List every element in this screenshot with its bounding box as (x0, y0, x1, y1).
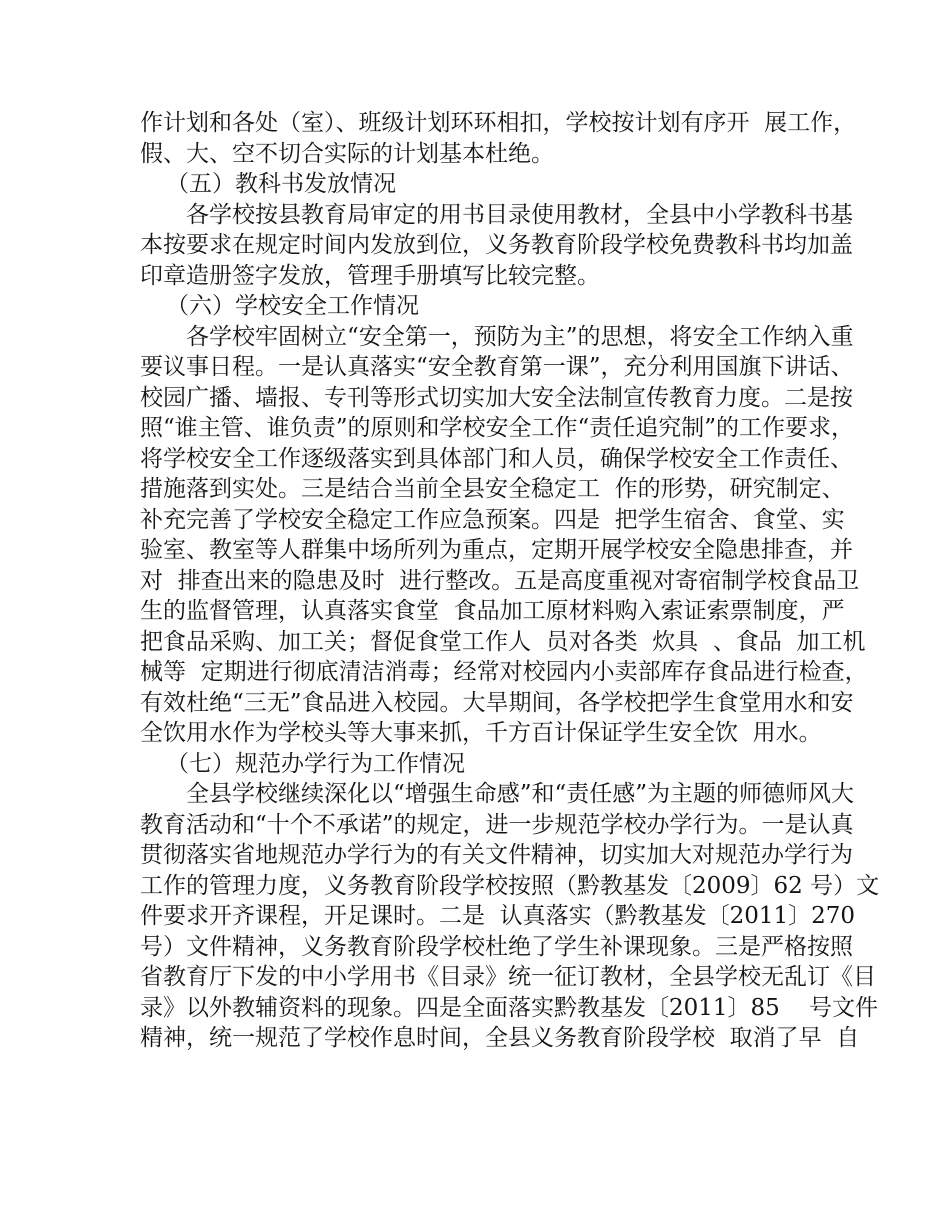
text-line: 有效杜绝“三无”食品进入校园。大旱期间，各学校把学生食堂用水和安 (140, 689, 854, 716)
text-line: 把食品采购、加工关；督促食堂工作人 员对各类 炊具 、食品 加工机 (140, 628, 866, 655)
text-line: 教育活动和“十个不承诺”的规定，进一步规范学校办学行为。一是认真 (140, 811, 854, 838)
section-heading: （六）学校安全工作情况 (166, 293, 419, 319)
text-line: 校园广播、墙报、专刊等形式切实加大安全法制宣传教育力度。二是按 (140, 384, 853, 411)
section-heading: （五）教科书发放情况 (166, 171, 396, 197)
text-line: 贯彻落实省地规范办学行为的有关文件精神，切实加大对规范办学行为 (140, 842, 853, 868)
text-line: 件要求开齐课程，开足课时。二是 认真落实（黔教基发〔2011〕270 (140, 903, 856, 929)
text-line: 补充完善了学校安全稳定工作应急预案。四是 把学生宿舍、食堂、实 (140, 506, 845, 533)
text-line: 印章造册签字发放，管理手册填写比较完整。 (140, 262, 600, 289)
paragraph-first-line: 各学校按县教育局审定的用书目录使用教材，全县中小学教科书基 (186, 201, 853, 228)
text-line: 要议事日程。一是认真落实“安全教育第一课”，充分利用国旗下讲话、 (140, 354, 854, 380)
text-line: 将学校安全工作逐级落实到具体部门和人员，确保学校安全工作责任、 (140, 445, 853, 472)
text-line: 照“谁主管、谁负责”的原则和学校安全工作“责任追究制”的工作要求， (140, 415, 855, 441)
text-line: 措施落到实处。三是结合当前全县安全稳定工 作的形势，研究制定、 (140, 476, 845, 502)
text-line: 省教育厅下发的中小学用书《目录》统一征订教材，全县学校无乱订《目 (140, 964, 876, 990)
text-line: 对 排查出来的隐患及时 进行整改。五是高度重视对寄宿制学校食品卫 (140, 567, 860, 594)
text-line: 假、大、空不切合实际的计划基本杜绝。 (140, 140, 554, 167)
text-line: 工作的管理力度，义务教育阶段学校按照（黔教基发〔2009〕62 号）文 (140, 872, 880, 899)
section-heading: （七）规范办学行为工作情况 (166, 750, 465, 777)
paragraph-first-line: 各学校牢固树立“安全第一，预防为主”的思想，将安全工作纳入重 (186, 323, 854, 350)
text-line: 录》以外教辅资料的现象。四是全面落实黔教基发〔2011〕85 号文件 (140, 994, 879, 1021)
text-line: 作计划和各处（室）、班级计划环环相扣，学校按计划有序开 展工作， (140, 110, 857, 136)
document-page (140, 108, 880, 1054)
paragraph-first-line: 全县学校继续深化以“增强生命感”和“责任感”为主题的师德师风大 (186, 781, 855, 807)
text-line: 械等 定期进行彻底清洁消毒；经常对校园内小卖部库存食品进行检查， (140, 659, 868, 685)
text-line: 本按要求在规定时间内发放到位，义务教育阶段学校免费教科书均加盖 (140, 232, 853, 258)
text-line: 号）文件精神，义务教育阶段学校杜绝了学生补课现象。三是严格按照 (140, 933, 853, 960)
text-line: 验室、教室等人群集中场所列为重点，定期开展学校安全隐患排查，并 (140, 537, 853, 563)
text-line: 精神，统一规范了学校作息时间，全县义务教育阶段学校 取消了早 自 (140, 1025, 860, 1051)
text-line: 全饮用水作为学校头等大事来抓，千方百计保证学生安全饮 用水。 (140, 720, 822, 746)
text-line: 生的监督管理，认真落实食堂 食品加工原材料购入索证索票制度，严 (140, 598, 845, 624)
